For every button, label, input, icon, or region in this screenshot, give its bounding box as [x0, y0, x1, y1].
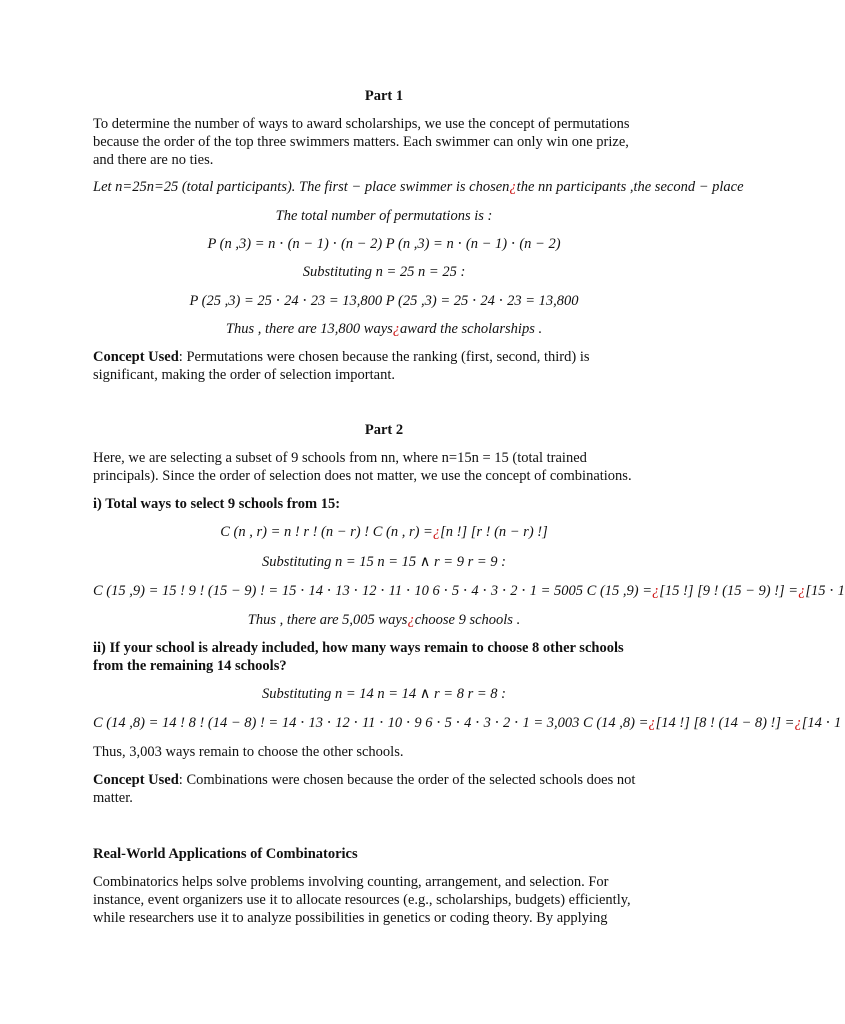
- conclusion1-inverted-question: ¿: [407, 612, 415, 628]
- calc2-part-c: [14 ⋅ 1: [801, 715, 842, 731]
- applications-line-2: instance, event organizers use it to allocate resources (e.g., scholarships, budgets) efficiently,: [93, 892, 631, 908]
- calc1-part-b: [15 !] [9 ! (15 − 9) !] =: [659, 583, 799, 599]
- conclusion-part-a: Thus , there are 13,800 ways: [225, 321, 393, 337]
- combination-part-b: [n !] [r ! (n − r) !]: [440, 524, 548, 540]
- let-statement-part-b: the nn participants ,the second − place: [516, 179, 744, 195]
- combination-inverted-question: ¿: [432, 524, 441, 540]
- part2-substituting-2: Substituting n = 14 n = 14 ∧ r = 8 r = 8 :: [262, 686, 506, 702]
- conclusion1-part-a: Thus , there are 5,005 ways: [247, 612, 408, 628]
- let-statement-inverted-question: ¿: [509, 179, 517, 195]
- part1-concept-label: Concept Used: [93, 349, 179, 365]
- calc2-inverted-question-1: ¿: [648, 715, 656, 731]
- conclusion-part-b: award the scholarships .: [400, 321, 543, 337]
- part1-permutation-formula: P (n ,3) = n ⋅ (n − 1) ⋅ (n − 2) P (n ,3) = n ⋅ (n − 1) ⋅ (n − 2): [207, 236, 561, 252]
- part1-computation: P (25 ,3) = 25 ⋅ 24 ⋅ 23 = 13,800 P (25 ,3) = 25 ⋅ 24 ⋅ 23 = 13,800: [189, 293, 579, 309]
- part1-let-statement: [93, 178, 744, 196]
- part2-intro-line-1: Here, we are selecting a subset of 9 schools from nn, where n=15n = 15 (total trained: [93, 450, 587, 466]
- calc1-inverted-question-2: ¿: [798, 583, 806, 599]
- part2-concept-label: Concept Used: [93, 772, 179, 788]
- calc1-part-c: [15 ⋅ 1: [805, 583, 845, 599]
- part1-conclusion: [0, 320, 768, 338]
- part2-calculation-1: [93, 582, 845, 600]
- applications-line-3: while researchers use it to analyze possibilities in genetics or coding theory. By applying: [93, 910, 608, 926]
- part1-concept-line-2: significant, making the order of selection important.: [93, 367, 396, 383]
- part1-total-permutations: The total number of permutations is :: [275, 208, 493, 224]
- part2-question-2-line-2: from the remaining 14 schools?: [93, 658, 287, 674]
- part2-conclusion-1: [0, 611, 768, 629]
- part2-conclusion-2: Thus, 3,003 ways remain to choose the other schools.: [93, 744, 404, 760]
- part1-intro-line-3: and there are no ties.: [93, 152, 214, 168]
- calc2-inverted-question-2: ¿: [794, 715, 802, 731]
- part1-substituting: Substituting n = 25 n = 25 :: [302, 264, 466, 280]
- calc2-part-a: C (14 ,8) = 14 ! 8 ! (14 − 8) ! = 14 ⋅ 13 ⋅ 12 ⋅ 11 ⋅ 10 ⋅ 9 6 ⋅ 5 ⋅ 4 ⋅ 3 ⋅ 2 ⋅ 1 = 3,003 C (14 ,8) =: [93, 715, 649, 731]
- calc1-part-a: C (15 ,9) = 15 ! 9 ! (15 − 9) ! = 15 ⋅ 14 ⋅ 13 ⋅ 12 ⋅ 11 ⋅ 10 6 ⋅ 5 ⋅ 4 ⋅ 3 ⋅ 2 ⋅ 1 = 5005 C (15 ,9) =: [93, 583, 653, 599]
- calc1-inverted-question-1: ¿: [652, 583, 660, 599]
- part2-substituting-1: Substituting n = 15 n = 15 ∧ r = 9 r = 9 :: [262, 554, 506, 570]
- part2-concept-line-2: matter.: [93, 790, 133, 806]
- part2-intro-line-2: principals). Since the order of selection does not matter, we use the concept of combinations.: [93, 468, 632, 484]
- part1-heading: Part 1: [364, 88, 404, 104]
- part1-concept-text: : Permutations were chosen because the ranking (first, second, third) is: [178, 349, 590, 365]
- conclusion1-part-b: choose 9 schools .: [414, 612, 521, 628]
- conclusion-inverted-question: ¿: [392, 321, 401, 337]
- part2-calculation-2: [93, 714, 841, 732]
- part2-heading: Part 2: [364, 422, 404, 438]
- part1-concept-line-1: [93, 348, 590, 366]
- part2-concept-text: : Combinations were chosen because the order of the selected schools does not: [178, 772, 636, 788]
- applications-heading: Real-World Applications of Combinatorics: [93, 846, 358, 862]
- let-statement-part-a: Let n=25n=25 (total participants). The first − place swimmer is chosen: [93, 179, 510, 195]
- calc2-part-b: [14 !] [8 ! (14 − 8) !] =: [655, 715, 795, 731]
- part1-intro-line-2: because the order of the top three swimmers matters. Each swimmer can only win one prize,: [93, 134, 629, 150]
- combination-part-a: C (n , r) = n ! r ! (n − r) ! C (n , r) =: [220, 524, 433, 540]
- part2-combination-formula: [0, 523, 768, 541]
- part2-question-2-line-1: ii) If your school is already included, how many ways remain to choose 8 other schools: [93, 640, 624, 656]
- applications-line-1: Combinatorics helps solve problems involving counting, arrangement, and selection. For: [93, 874, 609, 890]
- part2-concept-line-1: [93, 771, 635, 789]
- part2-question-1-heading: i) Total ways to select 9 schools from 15:: [93, 496, 341, 512]
- part1-intro-line-1: To determine the number of ways to award scholarships, we use the concept of permutations: [93, 116, 630, 132]
